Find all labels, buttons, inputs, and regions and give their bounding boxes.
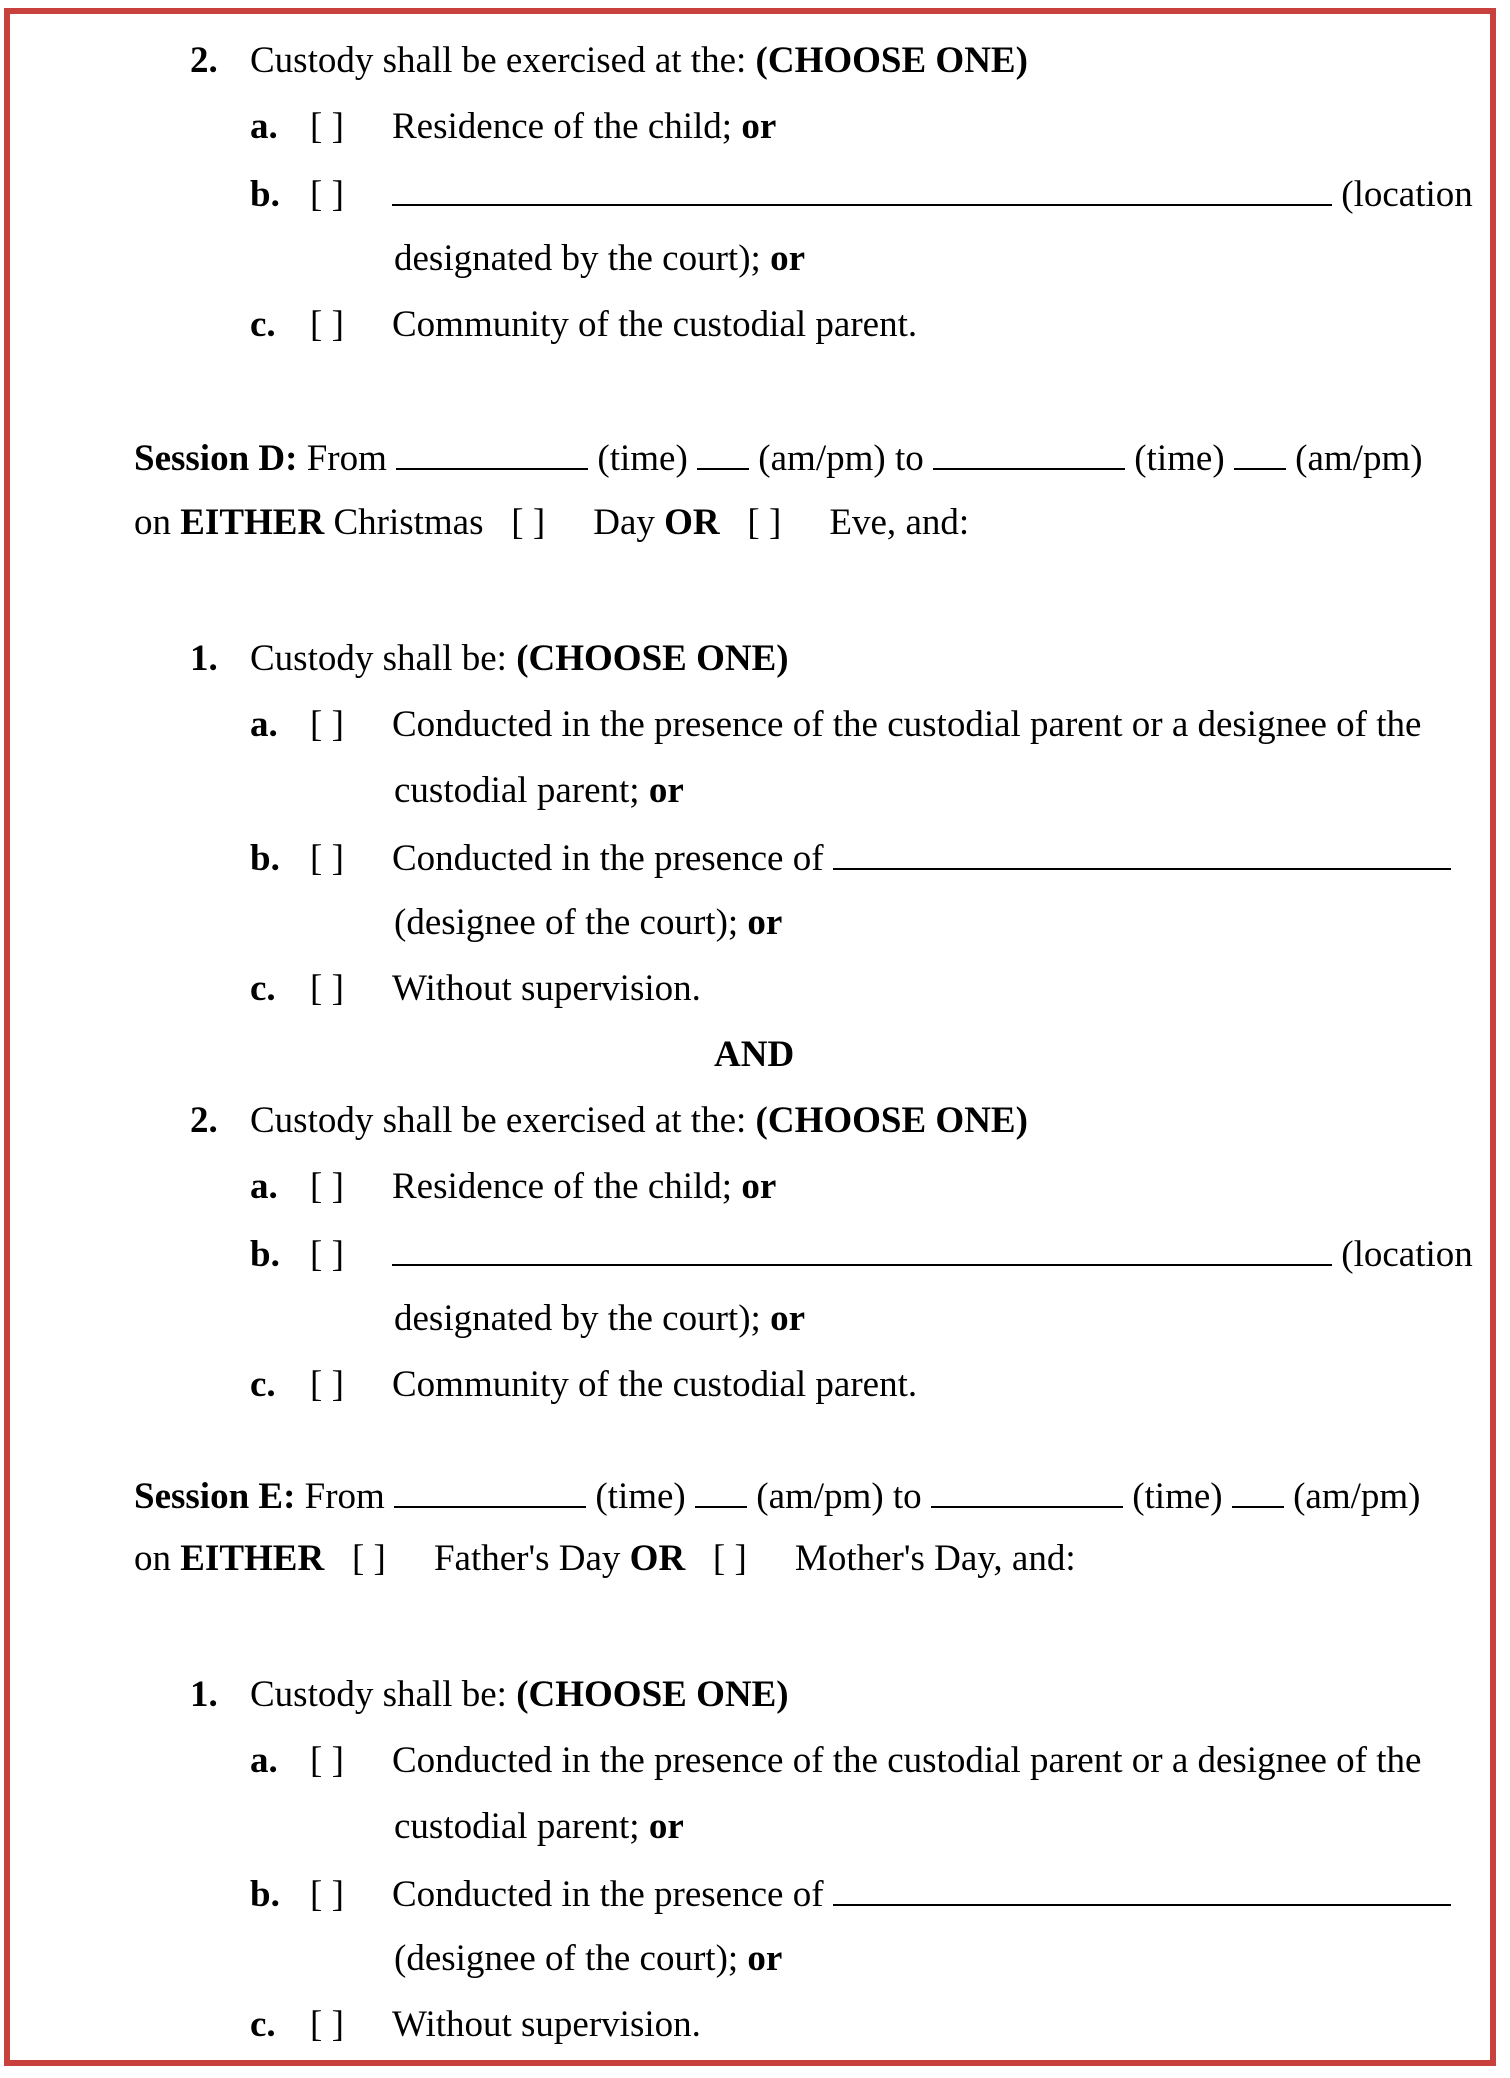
location-blank[interactable] (392, 1234, 1332, 1266)
exercise-option-c-top: c. [ ] Community of the custodial parent. (250, 304, 918, 345)
exercise-option-b-cont-top: designated by the court); or (394, 238, 805, 279)
location-blank[interactable] (392, 174, 1332, 206)
custody-option-b-cont-d: (designee of the court); or (394, 902, 783, 943)
checkbox[interactable]: [ ] (310, 1166, 344, 1207)
session-d-days: on EITHER Christmas [ ] Day OR [ ] Eve, and: (134, 502, 970, 543)
custody-option-a-e: a. [ ] Conducted in the presence of the custodial parent or a designee of the (250, 1740, 1422, 1781)
checkbox[interactable]: [ ] (310, 1740, 344, 1781)
checkbox[interactable]: [ ] (310, 174, 344, 215)
checkbox[interactable]: [ ] (351, 1538, 386, 1579)
exercise-option-a-d: a. [ ] Residence of the child; or (250, 1166, 777, 1207)
checkbox[interactable]: [ ] (511, 502, 546, 543)
checkbox[interactable]: [ ] (310, 968, 344, 1009)
exercise-option-b-d: b. [ ] (location (250, 1234, 1473, 1275)
checkbox[interactable]: [ ] (310, 1234, 344, 1275)
custody-option-a-d: a. [ ] Conducted in the presence of the custodial parent or a designee of the (250, 704, 1422, 745)
start-ampm-blank[interactable] (697, 438, 749, 470)
custody-option-b-cont-e: (designee of the court); or (394, 1938, 783, 1979)
exercise-option-c-d: c. [ ] Community of the custodial parent. (250, 1364, 918, 1405)
checkbox[interactable]: [ ] (310, 304, 344, 345)
custody-option-a-cont-d: custodial parent; or (394, 770, 684, 811)
exercise-heading-d: 2. Custody shall be exercised at the: (CHOOSE ONE) (190, 1100, 1028, 1141)
end-time-blank[interactable] (933, 438, 1125, 470)
start-ampm-blank[interactable] (695, 1476, 747, 1508)
exercise-heading-top: 2. Custody shall be exercised at the: (CHOOSE ONE) (190, 40, 1028, 81)
custody-heading-e: 1. Custody shall be: (CHOOSE ONE) (190, 1674, 789, 1715)
custody-option-b-d: b. [ ] Conducted in the presence of (250, 838, 1451, 877)
checkbox[interactable]: [ ] (310, 838, 344, 879)
custody-heading-d: 1. Custody shall be: (CHOOSE ONE) (190, 638, 789, 679)
exercise-option-b-top: b. [ ] (location (250, 174, 1473, 215)
end-time-blank[interactable] (931, 1476, 1123, 1508)
custody-option-a-cont-e: custodial parent; or (394, 1806, 684, 1847)
end-ampm-blank[interactable] (1234, 438, 1286, 470)
designee-blank[interactable] (833, 1874, 1451, 1906)
custody-option-c-d: c. [ ] Without supervision. (250, 968, 701, 1009)
checkbox[interactable]: [ ] (310, 1364, 344, 1405)
checkbox[interactable]: [ ] (310, 704, 344, 745)
session-e-line: Session E: From (time) (am/pm) to (time) (am/pm) (134, 1476, 1421, 1517)
session-d-line: Session D: From (time) (am/pm) to (time) (am/pm) (134, 438, 1423, 479)
checkbox[interactable]: [ ] (310, 106, 344, 147)
custody-option-b-e: b. [ ] Conducted in the presence of (250, 1874, 1451, 1913)
designee-blank[interactable] (833, 838, 1451, 870)
start-time-blank[interactable] (394, 1476, 586, 1508)
and-separator: AND (714, 1034, 795, 1075)
start-time-blank[interactable] (396, 438, 588, 470)
exercise-option-a-top: a. [ ] Residence of the child; or (250, 106, 777, 147)
session-e-days: on EITHER [ ] Father's Day OR [ ] Mother's Day, and: (134, 1538, 1076, 1579)
exercise-option-b-cont-d: designated by the court); or (394, 1298, 805, 1339)
checkbox[interactable]: [ ] (310, 1874, 344, 1915)
checkbox[interactable]: [ ] (747, 502, 782, 543)
checkbox[interactable]: [ ] (310, 2004, 344, 2045)
custody-option-c-e: c. [ ] Without supervision. (250, 2004, 701, 2045)
checkbox[interactable]: [ ] (712, 1538, 747, 1579)
end-ampm-blank[interactable] (1232, 1476, 1284, 1508)
